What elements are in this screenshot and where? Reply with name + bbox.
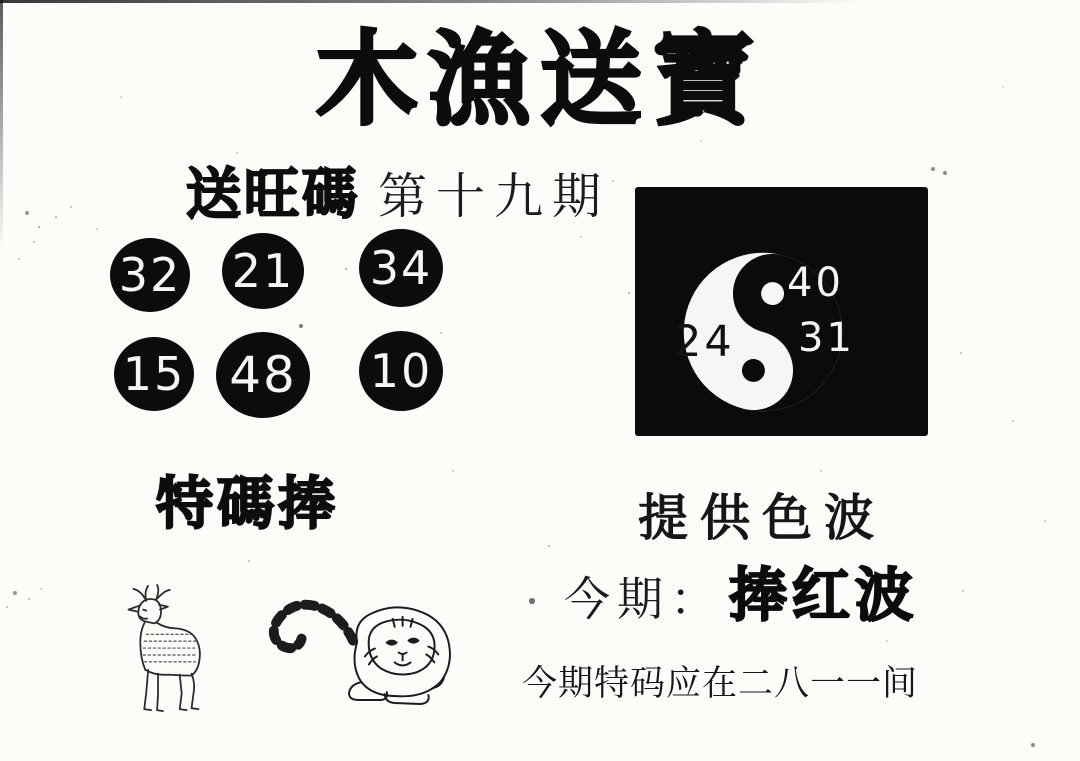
color-wave-label: 提供色波 xyxy=(638,488,886,547)
lucky-number-ball xyxy=(110,238,190,312)
subtitle-send-lucky-codes: 送旺碼 xyxy=(186,162,361,226)
issue-number-label: 第十九期 xyxy=(378,168,611,225)
scan-edge-top xyxy=(0,0,1080,3)
goat-icon xyxy=(110,583,210,721)
yinyang-number-40: 40 xyxy=(787,260,844,306)
lucky-number: 21 xyxy=(231,244,295,298)
poster-title: 木漁送寶 xyxy=(316,21,764,140)
subtitle-row xyxy=(186,150,610,229)
lucky-number-ball xyxy=(359,229,443,307)
lucky-number-ball xyxy=(216,332,310,418)
tiger-icon xyxy=(258,591,466,715)
lucky-number: 32 xyxy=(118,248,182,302)
lucky-number: 15 xyxy=(122,347,186,401)
special-code-label: 特碼捧 xyxy=(156,471,339,537)
this-issue-row xyxy=(564,548,918,632)
lucky-number-ball xyxy=(114,337,194,411)
this-issue-prefix: 今期： xyxy=(564,572,723,626)
bottom-note: 今期特码应在二八一一间 xyxy=(522,664,919,704)
lucky-number: 48 xyxy=(229,346,297,404)
this-issue-red-wave: 捧红波 xyxy=(729,561,919,629)
yinyang-panel xyxy=(635,187,928,436)
yinyang-number-24: 24 xyxy=(674,317,735,367)
lucky-number-ball xyxy=(359,331,443,411)
lucky-number: 34 xyxy=(369,241,433,295)
yinyang-number-31: 31 xyxy=(798,315,855,361)
scan-noise xyxy=(0,0,2,2)
lucky-number: 10 xyxy=(369,344,433,398)
lucky-number-ball xyxy=(222,233,304,309)
